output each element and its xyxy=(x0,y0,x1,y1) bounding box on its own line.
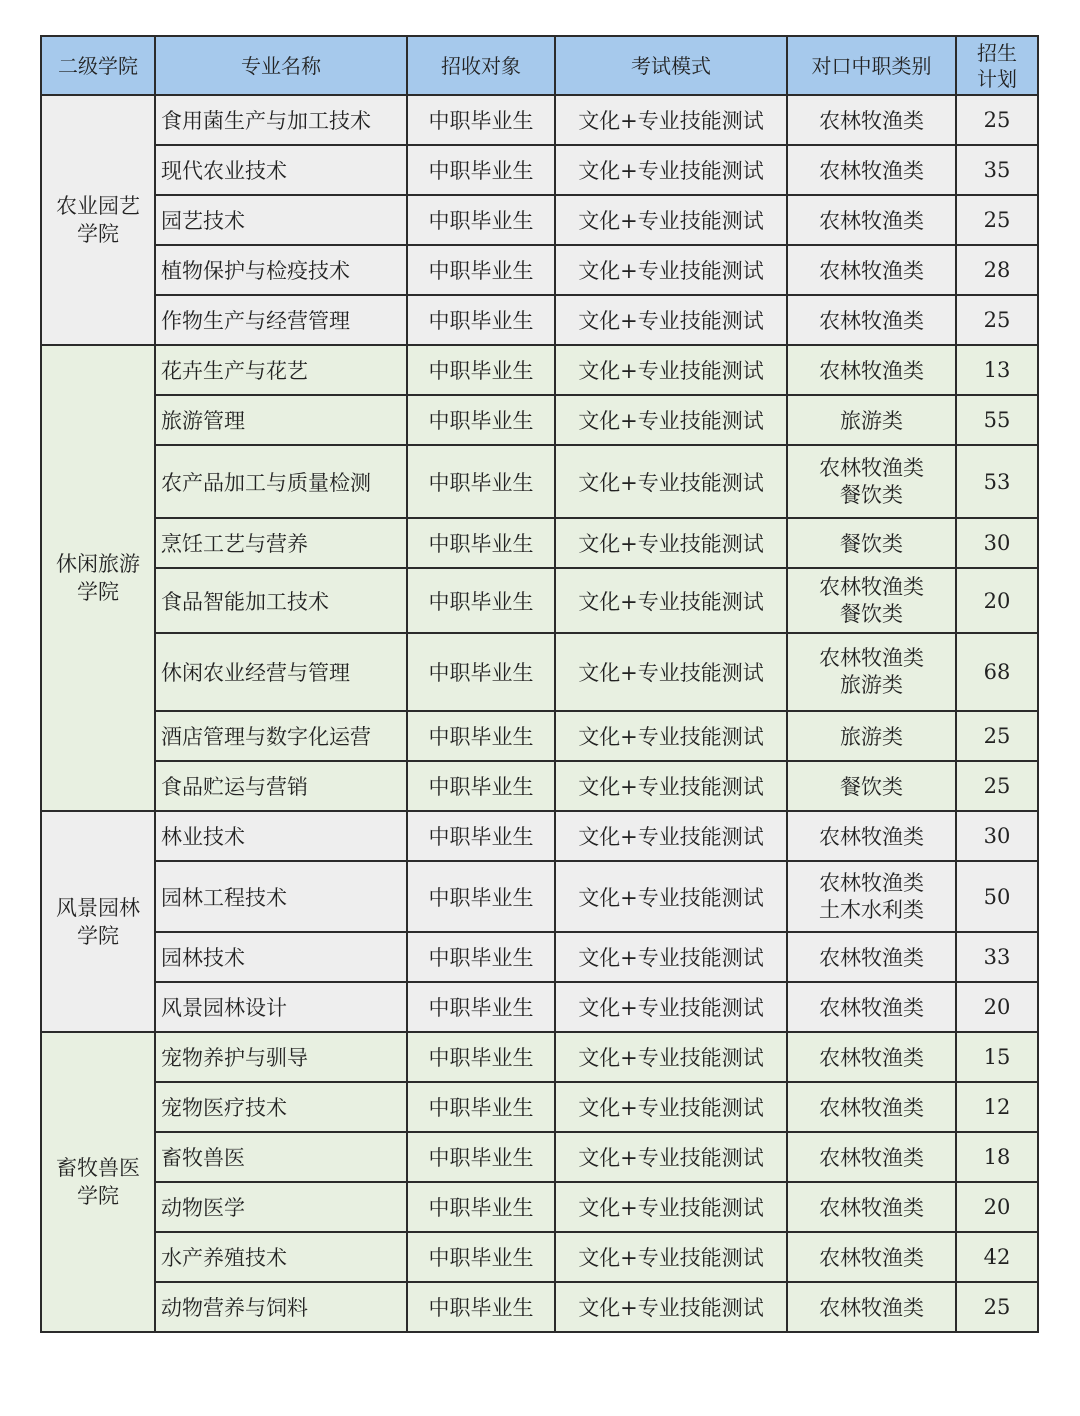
category-cell: 餐饮类 xyxy=(787,518,956,568)
table-row xyxy=(41,761,1038,811)
major-cell: 水产养殖技术 xyxy=(155,1232,407,1282)
target-cell: 中职毕业生 xyxy=(407,1182,555,1232)
major-cell: 林业技术 xyxy=(155,811,407,861)
exam-cell: 文化+专业技能测试 xyxy=(555,245,787,295)
college-cell xyxy=(41,345,155,811)
plan-cell: 28 xyxy=(956,245,1038,295)
category-cell: 农林牧渔类 xyxy=(787,345,956,395)
table-row xyxy=(41,145,1038,195)
exam-cell: 文化+专业技能测试 xyxy=(555,861,787,932)
major-cell: 现代农业技术 xyxy=(155,145,407,195)
target-cell: 中职毕业生 xyxy=(407,518,555,568)
table-row xyxy=(41,245,1038,295)
category-line1: 农林牧渔类 xyxy=(819,455,924,480)
category-cell xyxy=(787,861,956,932)
plan-cell: 20 xyxy=(956,1182,1038,1232)
exam-cell: 文化+专业技能测试 xyxy=(555,395,787,445)
college-cell xyxy=(41,1032,155,1332)
category-cell: 农林牧渔类 xyxy=(787,1282,956,1332)
category-cell: 农林牧渔类 xyxy=(787,145,956,195)
plan-cell: 30 xyxy=(956,811,1038,861)
major-cell: 食品贮运与营销 xyxy=(155,761,407,811)
exam-cell: 文化+专业技能测试 xyxy=(555,1282,787,1332)
exam-cell: 文化+专业技能测试 xyxy=(555,811,787,861)
major-cell: 烹饪工艺与营养 xyxy=(155,518,407,568)
table-row xyxy=(41,932,1038,982)
category-cell: 农林牧渔类 xyxy=(787,1082,956,1132)
table-row xyxy=(41,95,1038,145)
category-cell xyxy=(787,568,956,633)
exam-cell: 文化+专业技能测试 xyxy=(555,932,787,982)
header-major: 专业名称 xyxy=(155,36,407,95)
target-cell: 中职毕业生 xyxy=(407,295,555,345)
major-cell: 风景园林设计 xyxy=(155,982,407,1032)
category-line1: 农林牧渔类 xyxy=(819,646,924,670)
target-cell: 中职毕业生 xyxy=(407,1232,555,1282)
target-cell: 中职毕业生 xyxy=(407,861,555,932)
plan-cell: 35 xyxy=(956,145,1038,195)
plan-cell: 25 xyxy=(956,711,1038,761)
table-row xyxy=(41,861,1038,932)
target-cell: 中职毕业生 xyxy=(407,982,555,1032)
college-name-line2: 学院 xyxy=(77,1184,119,1208)
target-cell: 中职毕业生 xyxy=(407,568,555,633)
plan-cell: 53 xyxy=(956,445,1038,518)
plan-cell: 50 xyxy=(956,861,1038,932)
target-cell: 中职毕业生 xyxy=(407,345,555,395)
major-cell: 动物营养与饲料 xyxy=(155,1282,407,1332)
category-cell xyxy=(787,633,956,711)
plan-cell: 25 xyxy=(956,195,1038,245)
header-college: 二级学院 xyxy=(41,36,155,95)
table-row xyxy=(41,568,1038,633)
college-name-line1: 休闲旅游 xyxy=(56,552,140,576)
target-cell: 中职毕业生 xyxy=(407,1082,555,1132)
exam-cell: 文化+专业技能测试 xyxy=(555,445,787,518)
exam-cell: 文化+专业技能测试 xyxy=(555,295,787,345)
category-cell: 农林牧渔类 xyxy=(787,245,956,295)
exam-cell: 文化+专业技能测试 xyxy=(555,982,787,1032)
target-cell: 中职毕业生 xyxy=(407,145,555,195)
plan-cell: 68 xyxy=(956,633,1038,711)
major-cell: 农产品加工与质量检测 xyxy=(155,445,407,518)
target-cell: 中职毕业生 xyxy=(407,195,555,245)
table-row xyxy=(41,445,1038,518)
target-cell: 中职毕业生 xyxy=(407,633,555,711)
plan-cell: 12 xyxy=(956,1082,1038,1132)
header-plan xyxy=(956,36,1038,95)
college-cell xyxy=(41,95,155,345)
plan-cell: 33 xyxy=(956,932,1038,982)
major-cell: 酒店管理与数字化运营 xyxy=(155,711,407,761)
major-cell: 植物保护与检疫技术 xyxy=(155,245,407,295)
exam-cell: 文化+专业技能测试 xyxy=(555,195,787,245)
enrollment-table xyxy=(40,35,1039,1333)
major-cell: 食用菌生产与加工技术 xyxy=(155,95,407,145)
plan-cell: 20 xyxy=(956,568,1038,633)
category-line2: 餐饮类 xyxy=(840,482,903,507)
exam-cell: 文化+专业技能测试 xyxy=(555,568,787,633)
major-cell: 动物医学 xyxy=(155,1182,407,1232)
category-cell: 农林牧渔类 xyxy=(787,811,956,861)
major-cell: 作物生产与经营管理 xyxy=(155,295,407,345)
header-plan-line2: 计划 xyxy=(977,66,1017,91)
category-cell: 农林牧渔类 xyxy=(787,195,956,245)
target-cell: 中职毕业生 xyxy=(407,1282,555,1332)
target-cell: 中职毕业生 xyxy=(407,761,555,811)
major-cell: 园艺技术 xyxy=(155,195,407,245)
college-name-line1: 畜牧兽医 xyxy=(56,1156,140,1180)
exam-cell: 文化+专业技能测试 xyxy=(555,1232,787,1282)
college-name-line2: 学院 xyxy=(77,580,119,604)
target-cell: 中职毕业生 xyxy=(407,445,555,518)
target-cell: 中职毕业生 xyxy=(407,711,555,761)
table-row xyxy=(41,295,1038,345)
major-cell: 园林工程技术 xyxy=(155,861,407,932)
category-line1: 农林牧渔类 xyxy=(819,870,924,895)
college-name-line1: 农业园艺 xyxy=(56,194,140,218)
target-cell: 中职毕业生 xyxy=(407,932,555,982)
category-line2: 土木水利类 xyxy=(819,897,924,922)
exam-cell: 文化+专业技能测试 xyxy=(555,633,787,711)
table-row xyxy=(41,633,1038,711)
table-row xyxy=(41,395,1038,445)
category-line1: 农林牧渔类 xyxy=(819,574,924,599)
major-cell: 食品智能加工技术 xyxy=(155,568,407,633)
plan-cell: 55 xyxy=(956,395,1038,445)
header-category: 对口中职类别 xyxy=(787,36,956,95)
category-cell: 旅游类 xyxy=(787,395,956,445)
exam-cell: 文化+专业技能测试 xyxy=(555,95,787,145)
major-cell: 畜牧兽医 xyxy=(155,1132,407,1182)
table-row xyxy=(41,1032,1038,1082)
exam-cell: 文化+专业技能测试 xyxy=(555,345,787,395)
major-cell: 园林技术 xyxy=(155,932,407,982)
table-row xyxy=(41,1182,1038,1232)
plan-cell: 30 xyxy=(956,518,1038,568)
table-row xyxy=(41,1232,1038,1282)
exam-cell: 文化+专业技能测试 xyxy=(555,1032,787,1082)
major-cell: 旅游管理 xyxy=(155,395,407,445)
table-row xyxy=(41,345,1038,395)
category-cell: 农林牧渔类 xyxy=(787,1232,956,1282)
major-cell: 宠物养护与驯导 xyxy=(155,1032,407,1082)
table-row xyxy=(41,195,1038,245)
exam-cell: 文化+专业技能测试 xyxy=(555,1182,787,1232)
category-cell: 农林牧渔类 xyxy=(787,982,956,1032)
exam-cell: 文化+专业技能测试 xyxy=(555,1132,787,1182)
table-row xyxy=(41,518,1038,568)
target-cell: 中职毕业生 xyxy=(407,95,555,145)
category-line2: 餐饮类 xyxy=(840,601,903,626)
plan-cell: 42 xyxy=(956,1232,1038,1282)
table-header-row xyxy=(41,36,1038,95)
college-cell xyxy=(41,811,155,1032)
target-cell: 中职毕业生 xyxy=(407,245,555,295)
category-cell: 农林牧渔类 xyxy=(787,95,956,145)
plan-cell: 25 xyxy=(956,1282,1038,1332)
category-cell: 农林牧渔类 xyxy=(787,1182,956,1232)
plan-cell: 18 xyxy=(956,1132,1038,1182)
plan-cell: 25 xyxy=(956,295,1038,345)
table-row xyxy=(41,1082,1038,1132)
target-cell: 中职毕业生 xyxy=(407,1132,555,1182)
category-cell: 农林牧渔类 xyxy=(787,295,956,345)
category-cell: 旅游类 xyxy=(787,711,956,761)
category-cell: 农林牧渔类 xyxy=(787,1132,956,1182)
header-exam: 考试模式 xyxy=(555,36,787,95)
category-cell: 餐饮类 xyxy=(787,761,956,811)
plan-cell: 15 xyxy=(956,1032,1038,1082)
target-cell: 中职毕业生 xyxy=(407,395,555,445)
target-cell: 中职毕业生 xyxy=(407,1032,555,1082)
exam-cell: 文化+专业技能测试 xyxy=(555,518,787,568)
category-line2: 旅游类 xyxy=(840,673,903,697)
header-plan-line1: 招生 xyxy=(977,40,1017,65)
category-cell: 农林牧渔类 xyxy=(787,932,956,982)
exam-cell: 文化+专业技能测试 xyxy=(555,1082,787,1132)
category-cell xyxy=(787,445,956,518)
category-cell: 农林牧渔类 xyxy=(787,1032,956,1082)
exam-cell: 文化+专业技能测试 xyxy=(555,761,787,811)
table-row xyxy=(41,1282,1038,1332)
plan-cell: 13 xyxy=(956,345,1038,395)
header-target: 招收对象 xyxy=(407,36,555,95)
table-row xyxy=(41,711,1038,761)
table-row xyxy=(41,811,1038,861)
table-row xyxy=(41,982,1038,1032)
college-name-line2: 学院 xyxy=(77,923,119,948)
college-name-line2: 学院 xyxy=(77,222,119,246)
major-cell: 休闲农业经营与管理 xyxy=(155,633,407,711)
major-cell: 宠物医疗技术 xyxy=(155,1082,407,1132)
target-cell: 中职毕业生 xyxy=(407,811,555,861)
plan-cell: 25 xyxy=(956,761,1038,811)
major-cell: 花卉生产与花艺 xyxy=(155,345,407,395)
plan-cell: 20 xyxy=(956,982,1038,1032)
exam-cell: 文化+专业技能测试 xyxy=(555,145,787,195)
exam-cell: 文化+专业技能测试 xyxy=(555,711,787,761)
table-row xyxy=(41,1132,1038,1182)
college-name-line1: 风景园林 xyxy=(56,895,140,920)
plan-cell: 25 xyxy=(956,95,1038,145)
